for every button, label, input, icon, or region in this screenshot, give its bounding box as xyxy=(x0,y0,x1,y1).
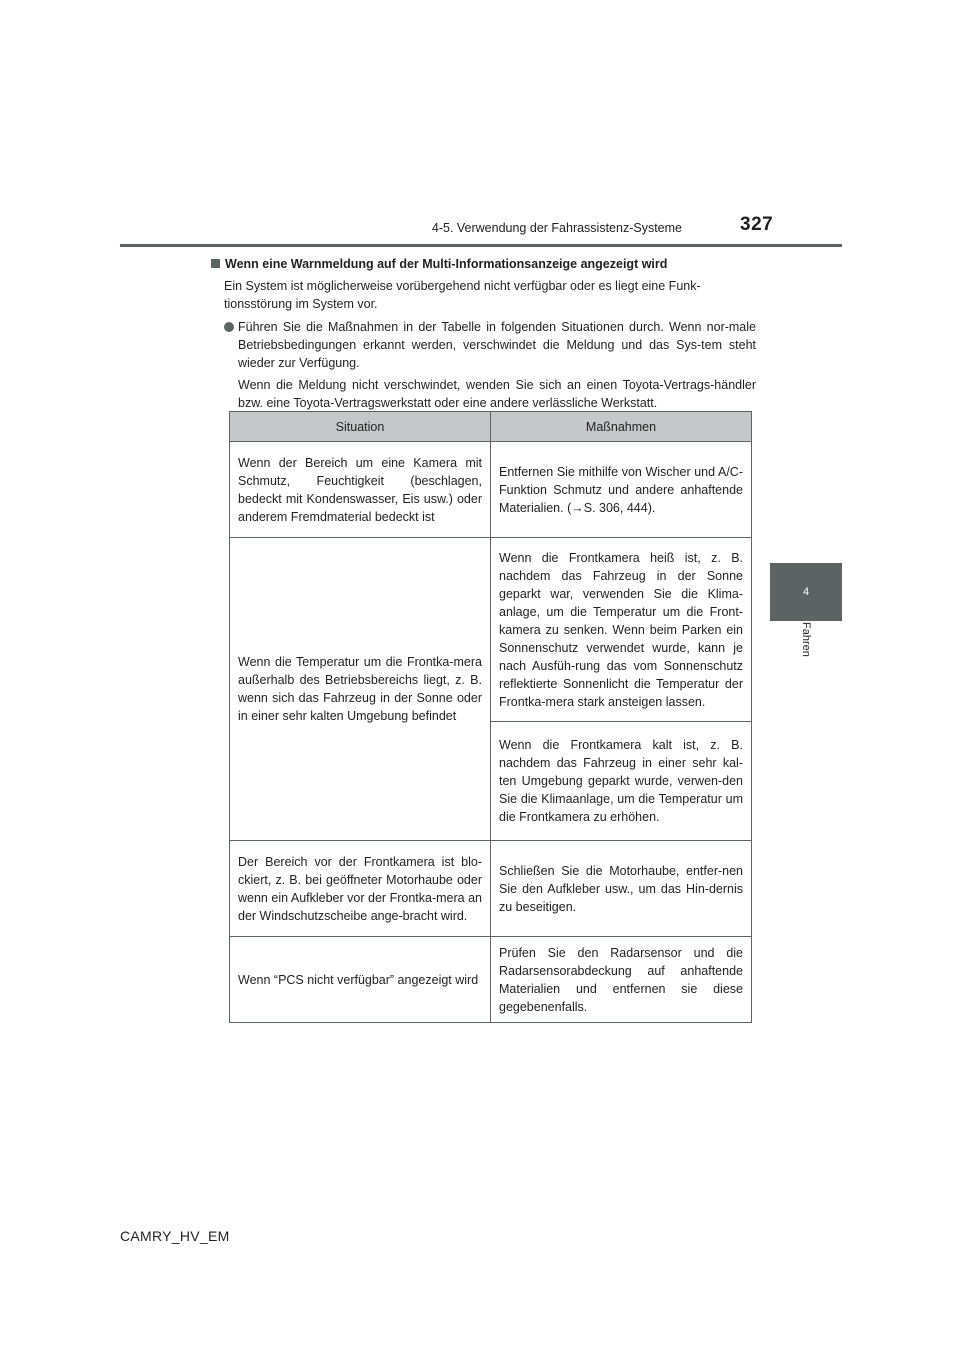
column-header-situation: Situation xyxy=(230,412,491,442)
table-row xyxy=(230,538,752,722)
square-bullet-icon xyxy=(211,259,220,268)
table-row xyxy=(230,937,752,1023)
measures-cell: Schließen Sie die Motorhaube, entfer-nen Sie den Aufkleber usw., um das Hin-dernis zu beseitigen. xyxy=(491,841,752,937)
circle-bullet-icon xyxy=(224,322,234,332)
chapter-label: Fahren xyxy=(800,622,812,657)
measures-cell: Wenn die Frontkamera heiß ist, z. B. nachdem das Fahrzeug in der Sonne geparkt war, verwenden Sie die Klima-anlage, um die Temperatur um die Front-kamera zu senken. Wenn beim Parken ein Sonnenschutz verwendet wurde, kann je nach Ausfüh-rung das vom Sonnenschutz reflektierte Sonnenlicht die Temperatur der Frontka-mera stark ansteigen lassen. xyxy=(491,538,752,722)
section-content xyxy=(211,255,756,412)
situation-cell: Wenn die Temperatur um die Frontka-mera außerhalb des Betriebsbereichs liegt, z. B. wenn sich das Fahrzeug in der Sonne oder in einer sehr kalten Umgebung befindet xyxy=(230,538,491,841)
measures-cell: Entfernen Sie mithilfe von Wischer und A/C-Funktion Schmutz und andere anhaftende Materialien. (→S. 306, 444). xyxy=(491,442,752,538)
chapter-title: 4-5. Verwendung der Fahrassistenz-Systeme xyxy=(431,221,682,235)
chapter-number: 4 xyxy=(802,586,810,598)
table-row xyxy=(230,841,752,937)
chapter-tab[interactable] xyxy=(770,563,842,621)
situations-table xyxy=(229,411,752,1023)
bullet-followup: Wenn die Meldung nicht verschwindet, wenden Sie sich an einen Toyota-Vertrags-händler bzw. eine Toyota-Vertragswerkstatt oder eine andere verlässliche Werkstatt. xyxy=(238,378,756,410)
document-code: CAMRY_HV_EM xyxy=(120,1228,230,1244)
measures-cell: Prüfen Sie den Radarsensor und die Radarsensorabdeckung auf anhaftende Materialien und entfernen sie diese gegebenenfalls. xyxy=(491,937,752,1023)
section-heading xyxy=(211,255,756,273)
header-rule xyxy=(120,244,842,247)
table-header-row xyxy=(230,412,752,442)
bullet-item xyxy=(224,318,756,372)
section-intro: Ein System ist möglicherweise vorübergehend nicht verfügbar oder es liegt eine Funk-tionsstörung im System vor. xyxy=(224,279,701,311)
section-heading-text: Wenn eine Warnmeldung auf der Multi-Informationsanzeige angezeigt wird xyxy=(225,257,668,271)
situation-cell: Der Bereich vor der Frontkamera ist blo-ckiert, z. B. bei geöffneter Motorhaube oder wenn ein Aufkleber vor der Frontka-mera an der Windschutzscheibe ange-bracht wird. xyxy=(230,841,491,937)
table-row xyxy=(230,442,752,538)
page-number: 327 xyxy=(740,214,774,235)
situation-cell: Wenn der Bereich um eine Kamera mit Schmutz, Feuchtigkeit (beschlagen, bedeckt mit Kondenswasser, Eis usw.) oder anderem Fremdmaterial bedeckt ist xyxy=(230,442,491,538)
bullet-text: Führen Sie die Maßnahmen in der Tabelle in folgenden Situationen durch. Wenn nor-male Betriebsbedingungen erkannt werden, verschwindet die Meldung und das Sys-tem steht wieder zur Verfügung. xyxy=(238,320,756,370)
measures-cell: Wenn die Frontkamera kalt ist, z. B. nachdem das Fahrzeug in einer sehr kal-ten Umgebung geparkt wurde, verwen-den Sie die Klimaanlage, um die Temperatur um die Frontkamera zu erhöhen. xyxy=(491,722,752,841)
chapter-side-label xyxy=(770,622,842,692)
column-header-measures: Maßnahmen xyxy=(491,412,752,442)
situation-cell: Wenn “PCS nicht verfügbar” angezeigt wird xyxy=(230,937,491,1023)
